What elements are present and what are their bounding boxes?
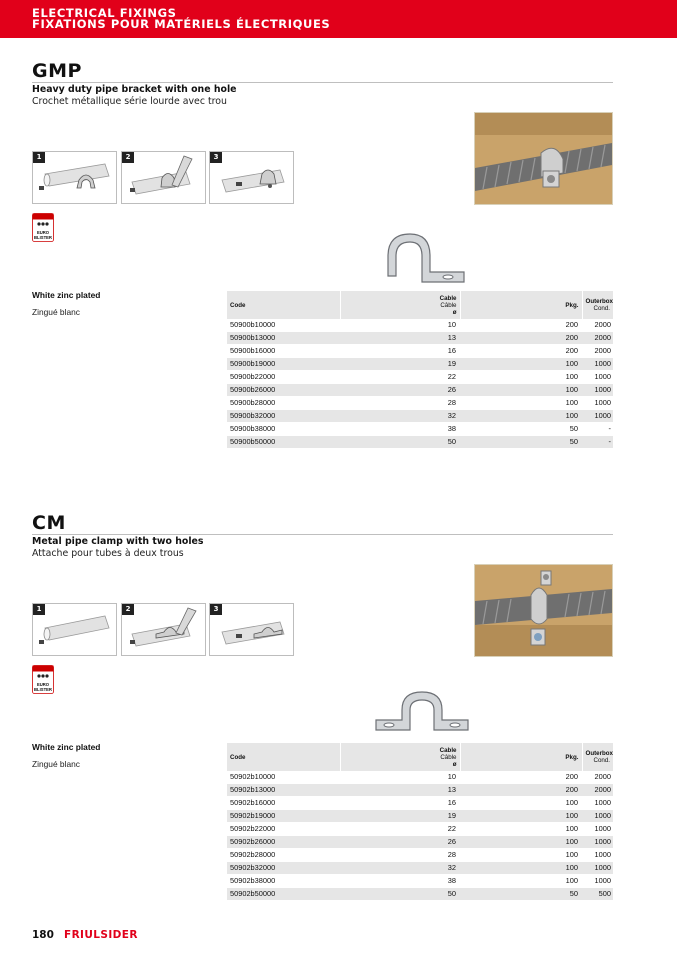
cell-code: 50900b16000 <box>227 345 340 358</box>
install-step-2 <box>121 603 206 656</box>
table-row <box>227 888 613 901</box>
cell-cable-diameter: 50 <box>340 888 460 901</box>
table-header-row <box>227 291 613 319</box>
cell-cable-diameter: 26 <box>340 836 460 849</box>
header-band <box>0 0 677 38</box>
cell-cable-diameter: 13 <box>340 784 460 797</box>
cell-outerbox: 1000 <box>582 797 613 810</box>
cell-outerbox: 2000 <box>582 319 613 332</box>
blister-label-top: EURO <box>36 230 50 235</box>
pipe-illustration <box>210 604 293 655</box>
product-photo <box>474 112 613 205</box>
finish-label-en: White zinc plated <box>32 290 101 300</box>
table-row <box>227 319 613 332</box>
page-number: 180 <box>32 929 54 941</box>
cell-code: 50902b10000 <box>227 771 340 784</box>
section-title-gmp: GMP <box>32 60 82 82</box>
cell-outerbox: 1000 <box>582 862 613 875</box>
product-subtitle-en: Metal pipe clamp with two holes <box>32 536 204 547</box>
table-row <box>227 771 613 784</box>
table-row <box>227 423 613 436</box>
title-divider <box>32 534 613 535</box>
table-row <box>227 862 613 875</box>
table-row <box>227 384 613 397</box>
cell-cable-diameter: 28 <box>340 849 460 862</box>
cell-cable-diameter: 26 <box>340 384 460 397</box>
cell-cable-diameter: 19 <box>340 810 460 823</box>
cell-outerbox: 1000 <box>582 836 613 849</box>
cell-code: 50902b38000 <box>227 875 340 888</box>
pipe-bracket-one-hole-icon <box>378 228 470 286</box>
pipe-illustration <box>33 152 116 203</box>
cell-pkg: 50 <box>460 436 582 449</box>
cell-cable-diameter: 10 <box>340 319 460 332</box>
blister-label-bottom: BLISTER <box>34 687 52 692</box>
cell-outerbox: 1000 <box>582 371 613 384</box>
cell-code: 50900b38000 <box>227 423 340 436</box>
cell-code: 50900b28000 <box>227 397 340 410</box>
product-subtitle-fr: Crochet métallique série lourde avec trou <box>32 96 227 107</box>
cell-cable-diameter: 22 <box>340 371 460 384</box>
cell-pkg: 100 <box>460 410 582 423</box>
col-header-outerbox: Outerbox Cond. <box>582 743 613 771</box>
finish-label-en: White zinc plated <box>32 742 101 752</box>
cell-pkg: 50 <box>460 888 582 901</box>
cell-cable-diameter: 38 <box>340 875 460 888</box>
title-divider <box>32 82 613 83</box>
pipe-illustration <box>210 152 293 203</box>
cell-cable-diameter: 10 <box>340 771 460 784</box>
cell-outerbox: 1000 <box>582 397 613 410</box>
table-row <box>227 397 613 410</box>
cell-cable-diameter: 32 <box>340 410 460 423</box>
cell-pkg: 100 <box>460 823 582 836</box>
brand-logo: FRIULSIDER <box>64 929 138 941</box>
cell-pkg: 100 <box>460 836 582 849</box>
cell-pkg: 50 <box>460 423 582 436</box>
table-row <box>227 784 613 797</box>
cell-cable-diameter: 13 <box>340 332 460 345</box>
pipe-illustration <box>122 604 205 655</box>
cell-cable-diameter: 28 <box>340 397 460 410</box>
table-row <box>227 836 613 849</box>
cell-pkg: 100 <box>460 862 582 875</box>
table-row <box>227 345 613 358</box>
col-header-cable: Cable Câble ø <box>340 291 460 319</box>
cell-code: 50900b10000 <box>227 319 340 332</box>
cell-cable-diameter: 32 <box>340 862 460 875</box>
cell-pkg: 100 <box>460 810 582 823</box>
cell-pkg: 100 <box>460 358 582 371</box>
section-title-cm: CM <box>32 512 66 534</box>
product-photo <box>474 564 613 657</box>
cell-cable-diameter: 22 <box>340 823 460 836</box>
euro-blister-icon <box>32 213 54 242</box>
table-row <box>227 332 613 345</box>
step-number: 1 <box>33 604 45 615</box>
pipe-illustration <box>122 152 205 203</box>
table-row <box>227 797 613 810</box>
cell-code: 50900b19000 <box>227 358 340 371</box>
cell-pkg: 200 <box>460 332 582 345</box>
step-number: 2 <box>122 152 134 163</box>
cell-code: 50902b28000 <box>227 849 340 862</box>
col-header-outerbox: Outerbox Cond. <box>582 291 613 319</box>
cell-pkg: 200 <box>460 784 582 797</box>
table-row <box>227 875 613 888</box>
cell-outerbox: - <box>582 423 613 436</box>
blister-label-bottom: BLISTER <box>34 235 52 240</box>
table-header-row <box>227 743 613 771</box>
cell-code: 50902b50000 <box>227 888 340 901</box>
cell-pkg: 100 <box>460 397 582 410</box>
install-step-1 <box>32 151 117 204</box>
cell-outerbox: 1000 <box>582 875 613 888</box>
cell-outerbox: 1000 <box>582 823 613 836</box>
cell-cable-diameter: 16 <box>340 797 460 810</box>
pipe-illustration <box>33 604 116 655</box>
cell-outerbox: 1000 <box>582 384 613 397</box>
cell-code: 50902b19000 <box>227 810 340 823</box>
col-header-pkg: Pkg. <box>460 291 582 319</box>
spec-table <box>227 291 613 449</box>
cell-pkg: 100 <box>460 849 582 862</box>
table-row <box>227 810 613 823</box>
cell-cable-diameter: 38 <box>340 423 460 436</box>
cell-code: 50902b22000 <box>227 823 340 836</box>
table-row <box>227 436 613 449</box>
spec-table <box>227 743 613 901</box>
pipe-clamp-two-holes-icon <box>372 688 472 738</box>
cell-code: 50900b13000 <box>227 332 340 345</box>
cell-code: 50900b32000 <box>227 410 340 423</box>
cell-code: 50902b16000 <box>227 797 340 810</box>
header-title-fr: FIXATIONS POUR MATÉRIELS ÉLECTRIQUES <box>32 17 331 31</box>
install-step-1 <box>32 603 117 656</box>
cell-cable-diameter: 50 <box>340 436 460 449</box>
finish-label-fr: Zingué blanc <box>32 759 80 769</box>
cell-pkg: 100 <box>460 797 582 810</box>
install-step-2 <box>121 151 206 204</box>
product-subtitle-fr: Attache pour tubes à deux trous <box>32 548 184 559</box>
cell-outerbox: 1000 <box>582 849 613 862</box>
col-header-code: Code <box>227 743 340 771</box>
header-title-en: ELECTRICAL FIXINGS <box>32 6 177 20</box>
step-number: 2 <box>122 604 134 615</box>
col-header-cable: Cable Câble ø <box>340 743 460 771</box>
cell-code: 50902b26000 <box>227 836 340 849</box>
table-row <box>227 371 613 384</box>
cell-pkg: 200 <box>460 345 582 358</box>
cell-code: 50902b32000 <box>227 862 340 875</box>
step-number: 3 <box>210 604 222 615</box>
install-step-3 <box>209 151 294 204</box>
cell-pkg: 200 <box>460 771 582 784</box>
cell-outerbox: 2000 <box>582 345 613 358</box>
cell-pkg: 100 <box>460 875 582 888</box>
cell-cable-diameter: 16 <box>340 345 460 358</box>
cell-outerbox: - <box>582 436 613 449</box>
cell-outerbox: 1000 <box>582 358 613 371</box>
cell-cable-diameter: 19 <box>340 358 460 371</box>
cell-outerbox: 2000 <box>582 771 613 784</box>
cell-code: 50900b22000 <box>227 371 340 384</box>
step-number: 3 <box>210 152 222 163</box>
table-row <box>227 410 613 423</box>
cell-pkg: 100 <box>460 384 582 397</box>
table-row <box>227 823 613 836</box>
blister-label-top: EURO <box>36 682 50 687</box>
step-number: 1 <box>33 152 45 163</box>
euro-blister-icon <box>32 665 54 694</box>
cell-code: 50900b50000 <box>227 436 340 449</box>
table-row <box>227 849 613 862</box>
table-row <box>227 358 613 371</box>
cell-outerbox: 1000 <box>582 410 613 423</box>
cell-pkg: 200 <box>460 319 582 332</box>
cell-outerbox: 2000 <box>582 784 613 797</box>
install-step-3 <box>209 603 294 656</box>
cell-code: 50902b13000 <box>227 784 340 797</box>
cell-outerbox: 2000 <box>582 332 613 345</box>
col-header-pkg: Pkg. <box>460 743 582 771</box>
product-subtitle-en: Heavy duty pipe bracket with one hole <box>32 84 237 95</box>
cell-outerbox: 1000 <box>582 810 613 823</box>
col-header-code: Code <box>227 291 340 319</box>
cell-pkg: 100 <box>460 371 582 384</box>
finish-label-fr: Zingué blanc <box>32 307 80 317</box>
cell-code: 50900b26000 <box>227 384 340 397</box>
cell-outerbox: 500 <box>582 888 613 901</box>
